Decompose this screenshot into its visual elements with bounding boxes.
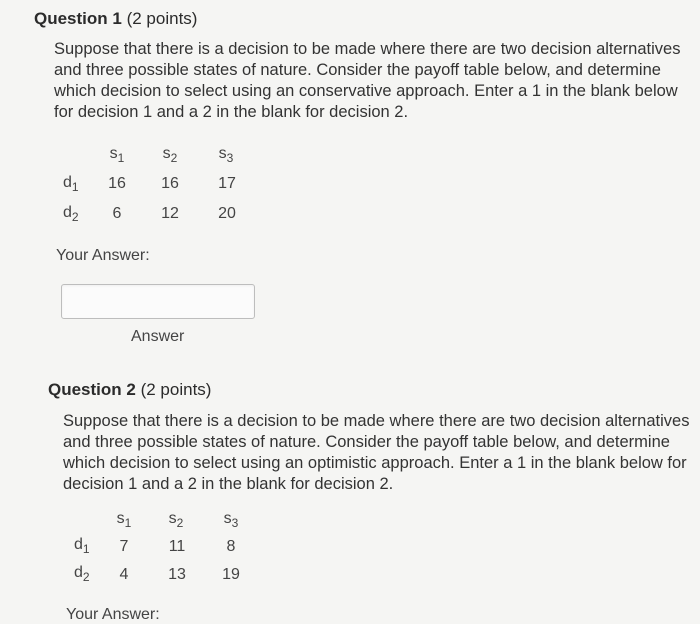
table-cell: 11 (168, 538, 186, 555)
question-2-points: (2 points) (140, 380, 212, 399)
table-cell: 4 (119, 566, 129, 583)
table-row-label: $d_2$ (74, 564, 90, 585)
question-1-points: (2 points) (126, 9, 198, 28)
table-cell: 19 (222, 566, 240, 583)
table-row-label: $d_2$ (63, 204, 79, 225)
table-cell: 12 (161, 205, 179, 222)
question-1-title (34, 9, 197, 29)
table-header: $s_3$ (223, 510, 239, 531)
table-cell: 16 (161, 175, 179, 192)
question-1-answer-input[interactable] (61, 284, 255, 319)
table-header: $s_1$ (109, 145, 125, 166)
table-row-label: $d_1$ (74, 536, 90, 557)
table-header: $s_2$ (168, 510, 184, 531)
table-cell: 8 (226, 538, 236, 555)
table-cell: 7 (119, 538, 129, 555)
question-1-answer-caption: Answer (131, 328, 185, 345)
table-cell: 6 (112, 205, 122, 222)
question-2 (0, 370, 700, 622)
table-header: $s_1$ (116, 510, 132, 531)
table-cell: 17 (218, 175, 236, 192)
table-row-label: $d_1$ (63, 174, 79, 195)
question-2-number: Question 2 (48, 380, 136, 399)
question-1-text: Suppose that there is a decision to be made where there are two decision alternatives and three possible states of nature. Consider the payoff table below, and determine which decision to select using an conservative approach. Enter a 1 in the blank below for decision 1 and a 2 in the blank for decision 2. (54, 40, 681, 121)
table-header: $s_2$ (162, 145, 178, 166)
table-cell: 13 (168, 566, 186, 583)
question-1-number: Question 1 (34, 9, 122, 28)
table-cell: 16 (108, 175, 126, 192)
question-2-text: Suppose that there is a decision to be made where there are two decision alternatives and three possible states of nature. Consider the payoff table below, and determine which decision to select using an optimistic approach. Enter a 1 in the blank below for decision 1 and a 2 in the blank for decision 2. (63, 412, 690, 493)
question-2-your-answer-label: Your Answer: (66, 606, 160, 623)
question-1-your-answer-label: Your Answer: (56, 247, 150, 264)
question-2-title (48, 380, 211, 400)
table-header: $s_3$ (218, 145, 234, 166)
table-cell: 20 (218, 205, 236, 222)
